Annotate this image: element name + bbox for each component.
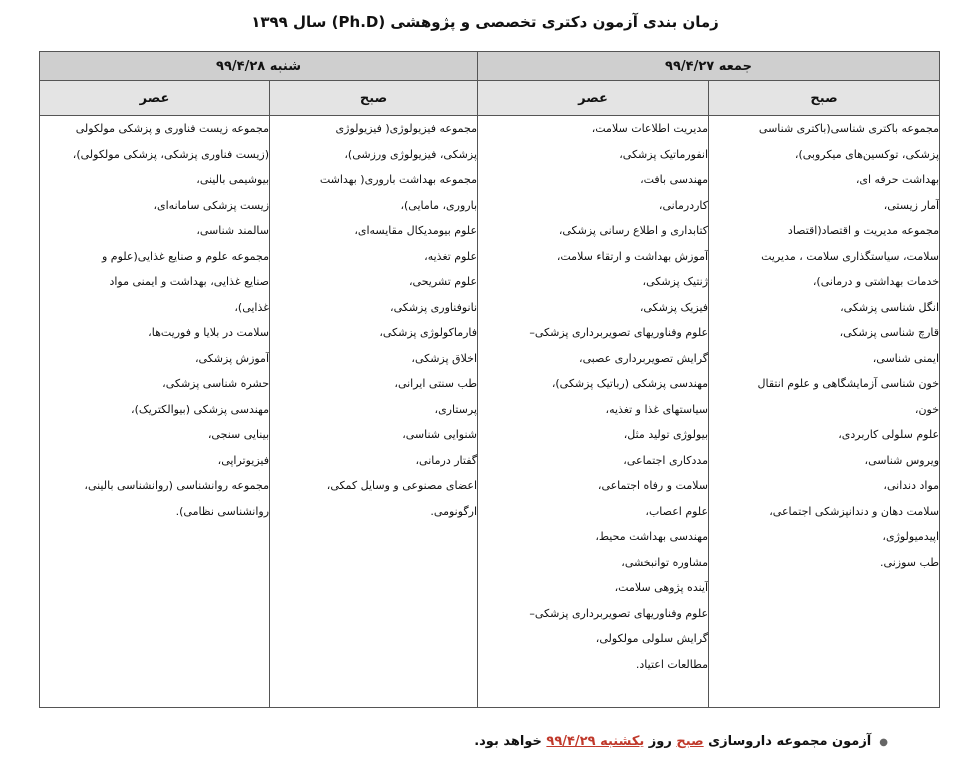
subject-item: خدمات بهداشتی و درمانی)، [812, 275, 940, 288]
day-header-saturday: شنبه ۹۹/۴/۲۸ [40, 52, 478, 81]
subject-item: علوم وفناوریهای تصویربرداری پزشکی– [529, 326, 709, 339]
subject-item: مجموعه فیزیولوژی( فیزیولوژی [335, 122, 478, 135]
cell-saturday-afternoon [40, 116, 270, 708]
subject-item: آموزش بهداشت و ارتقاء سلامت، [556, 249, 709, 263]
subject-item: سلامت در بلایا و فوریت‌ها، [148, 326, 270, 339]
subject-item: اعضای مصنوعی و وسایل کمکی، [326, 479, 478, 492]
subject-list-friday-morning [709, 116, 939, 575]
cell-friday-morning [709, 116, 940, 708]
note-text-before: آزمون مجموعه داروسازی [708, 734, 872, 749]
subject-item: سالمند شناسی، [196, 224, 270, 237]
subject-item: علوم تغذیه، [424, 249, 478, 263]
subject-item: سلامت دهان و دندانپزشکی اجتماعی، [769, 504, 940, 518]
subject-item: بیوشیمی بالینی، [196, 173, 270, 186]
subject-item: طب سنتی ایرانی، [394, 377, 478, 390]
period-header-friday-morning: صبح [709, 81, 940, 116]
subject-item: مهندسی بهداشت محیط، [595, 530, 709, 543]
subject-list-saturday-morning [270, 116, 477, 524]
subject-item: علوم وفناوریهای تصویربرداری پزشکی– [529, 606, 709, 620]
cell-saturday-morning [270, 116, 478, 708]
subject-item: مجموعه زیست فناوری و پزشکی مولکولی [75, 122, 270, 135]
exam-schedule-table [39, 51, 940, 708]
subject-item: اپیدمیولوژی، [882, 530, 940, 543]
subject-item: مشاوره توانبخشی، [621, 555, 709, 569]
period-header-friday-afternoon: عصر [478, 81, 709, 116]
subject-item: بهداشت حرفه ای، [855, 173, 940, 186]
subject-item: گفتار درمانی، [415, 453, 478, 467]
subject-list-saturday-afternoon [40, 116, 269, 524]
subject-item: زیست پزشکی سامانه‌ای، [153, 198, 270, 212]
subject-item: روانشناسی نظامی). [175, 504, 270, 518]
subject-item: سیاستهای غذا و تغذیه، [605, 402, 709, 416]
subject-item: اخلاق پزشکی، [411, 351, 478, 365]
day-header-friday: جمعه ۹۹/۴/۲۷ [478, 52, 940, 81]
subject-item: خون، [914, 402, 940, 416]
subject-item: طب سوزنی. [880, 555, 940, 569]
subject-item: مدیریت اطلاعات سلامت، [591, 122, 709, 135]
subject-item: مواد دندانی، [883, 479, 940, 492]
note-date: یکشنبه ۹۹/۴/۲۹ [546, 734, 645, 749]
subject-item: غذایی)، [234, 300, 270, 314]
subject-item: علوم سلولی کاربردی، [838, 428, 940, 441]
subject-list-friday-afternoon [478, 116, 708, 677]
subject-item: مهندسی پزشکی (رباتیک پزشکی)، [551, 377, 709, 390]
subject-item: فارماکولوژی پزشکی، [379, 326, 478, 339]
subject-item: فیزیوتراپی، [217, 453, 270, 467]
subject-item: گرایش سلولی مولکولی، [595, 632, 709, 645]
subject-item: علوم بیومدیکال مقایسه‌ای، [354, 224, 478, 237]
subject-item: ارگونومی. [430, 504, 478, 518]
subject-item: سلامت، سیاستگذاری سلامت ، مدیریت [761, 249, 940, 263]
subject-item: سلامت و رفاه اجتماعی، [597, 479, 709, 492]
subject-item: انفورماتیک پزشکی، [619, 147, 709, 161]
subject-item: نانوفناوری پزشکی، [390, 300, 478, 314]
subject-item: ایمنی شناسی، [872, 351, 940, 365]
subject-item: حشره شناسی پزشکی، [162, 377, 270, 390]
note-text-middle: روز [648, 734, 672, 749]
subject-item: مجموعه مدیریت و اقتصاد(اقتصاد [787, 224, 940, 237]
subject-item: گرایش تصویربرداری عصبی، [579, 351, 709, 365]
cell-friday-afternoon [478, 116, 709, 708]
subject-item: مجموعه باکتری شناسی(باکتری شناسی [758, 122, 940, 135]
subject-item: مهندسی بافت، [640, 173, 709, 186]
subject-item: خون شناسی آزمایشگاهی و علوم انتقال [757, 377, 940, 390]
subject-item: کاردرمانی، [658, 198, 709, 212]
subject-item: (زیست فناوری پزشکی، پزشکی مولکولی)، [72, 147, 270, 161]
day-header-row [40, 52, 940, 81]
note-morning: صبح [676, 734, 704, 749]
subject-item: باروری، مامایی)، [400, 198, 478, 212]
subject-item: ویروس شناسی، [864, 453, 940, 467]
subject-item: انگل شناسی پزشکی، [840, 300, 940, 314]
subject-item: آینده پژوهی سلامت، [614, 581, 709, 594]
subject-item: مجموعه روانشناسی (روانشناسی بالینی، [84, 479, 270, 492]
subject-item: مهندسی پزشکی (بیوالکتریک)، [131, 402, 270, 416]
subject-item: بیولوژی تولید مثل، [623, 428, 709, 441]
subject-item: پزشکی، توکسین‌های میکروبی)، [794, 147, 940, 161]
subject-item: علوم اعصاب، [645, 504, 709, 518]
subjects-row [40, 116, 940, 708]
subject-item: کتابداری و اطلاع رسانی پزشکی، [558, 224, 709, 237]
subject-item: پرستاری، [434, 402, 478, 416]
subject-item: علوم تشریحی، [408, 275, 478, 288]
subject-item: آموزش پزشکی، [195, 351, 270, 365]
period-header-saturday-afternoon: عصر [40, 81, 270, 116]
period-header-saturday-morning: صبح [270, 81, 478, 116]
bullet-icon: ● [879, 737, 888, 748]
subject-item: صنایع غذایی، بهداشت و ایمنی مواد [109, 275, 270, 288]
subject-item: آمار زیستی، [883, 198, 940, 212]
subject-item: مجموعه بهداشت باروری( بهداشت [319, 173, 478, 186]
pharmacy-exam-note [474, 730, 888, 755]
note-text-after: خواهد بود. [474, 734, 542, 749]
subject-item: ژنتیک پزشکی، [642, 275, 709, 288]
subject-item: مددکاری اجتماعی، [623, 453, 709, 467]
subject-item: فیزیک پزشکی، [639, 300, 709, 314]
page-title: زمان بندی آزمون دکتری تخصصی و پژوهشی (Ph.D) سال ۱۳۹۹ [251, 13, 719, 31]
subject-item: مجموعه علوم و صنایع غذایی(علوم و [101, 249, 270, 263]
subject-item: شنوایی شناسی، [402, 428, 478, 441]
subject-item: قارچ شناسی پزشکی، [839, 326, 940, 339]
subject-item: پزشکی، فیزیولوژی ورزشی)، [344, 147, 478, 161]
period-header-row [40, 81, 940, 116]
subject-item: بینایی سنجی، [207, 428, 270, 441]
subject-item: مطالعات اعتیاد. [635, 657, 709, 671]
